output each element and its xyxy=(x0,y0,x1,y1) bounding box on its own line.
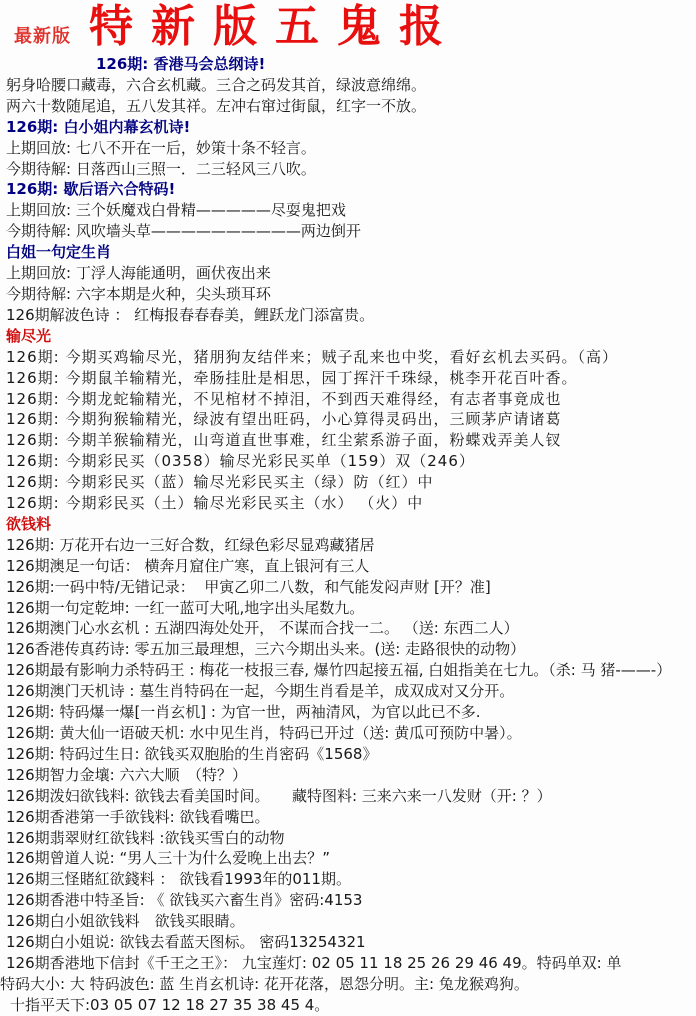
text-line: 上期回放: 三个妖魔戏白骨精—————尽耍鬼把戏 xyxy=(6,201,346,220)
text-line: 输尽光 xyxy=(6,326,52,345)
text-line: 126期澳门天机诗 : 墓生肖特码在一起，今期生肖看是羊，成双成对又分开。 xyxy=(6,682,515,701)
masthead xyxy=(0,0,696,52)
text-line: 上期回放: 丁浮人海能通明，画伏夜出来 xyxy=(6,264,271,283)
text-line: 126期香港中特圣旨: 《 欲钱买六畜生肖》密码:4153 xyxy=(6,891,363,910)
text-line: 126期曾道人说: “男人三十为什么爱晚上出去？” xyxy=(6,849,330,868)
text-line: 126期: 今期彩民买（蓝）输尽光彩民买主（绿）防（红）中 xyxy=(6,473,434,492)
text-line: 126期: 今期彩民买（土）输尽光彩民买主（水） （火）中 xyxy=(6,494,424,513)
text-line: 126期三怪賭紅欲錢料 ： 欲钱看1993年的011期。 xyxy=(6,870,351,889)
text-line: 126期一句定乾坤: 一红一蓝可大吼,地字出头尾数九。 xyxy=(6,598,365,617)
text-line: 特码大小: 大 特码波色: 蓝 生肖玄机诗: 花开花落，恩怨分明。主: 兔龙猴鸡狗。 xyxy=(0,974,529,993)
latest-edition-badge: 最新版 xyxy=(14,26,71,47)
text-line: 126期: 特码爆一爆[一肖玄机] : 为官一世，两袖清风，为官以此已不多. xyxy=(6,703,481,722)
text-line: 126期: 今期买鸡输尽光，猪朋狗友结伴来；贼子乱来也中奖，看好玄机去买码。（高） xyxy=(6,347,618,366)
text-line: 126期: 今期彩民买（0358）输尽光彩民买单（159）双（246） xyxy=(6,452,475,471)
text-line: 126期白小姐说: 欲钱去看蓝天图标。 密码13254321 xyxy=(6,933,366,952)
text-line: 126期解波色诗 ： 红梅报春春春美，鲤跃龙门添富贵。 xyxy=(6,305,375,324)
text-line: 126期: 歇后语六合特码! xyxy=(6,180,176,199)
text-line: 126期: 今期狗猴输精光，绿波有望出旺码，小心算得灵码出，三顾茅庐请诸葛 xyxy=(6,410,562,429)
text-line: 两六十数随尾追，五八发其祥。左冲右窜过街鼠，红字一不放。 xyxy=(6,96,427,115)
text-line: 今期待解: 日落西山三照一．二三轻风三八吹。 xyxy=(6,159,316,178)
text-line: 十指平天下:03 05 07 12 18 27 35 38 45 4。 xyxy=(10,995,330,1014)
text-line: 126期: 特码过生日: 欲钱买双胞胎的生肖密码《1568》 xyxy=(6,744,378,763)
text-line: 126期香港第一手欲钱料: 欲钱看嘴巴。 xyxy=(6,807,270,826)
text-line: 126期白小姐欲钱料 欲钱买眼睛。 xyxy=(6,912,245,931)
page-title: 特新版五鬼报 xyxy=(89,1,461,52)
text-line: 126期泼妇欲钱料: 欲钱去看美国时间。 藏特图料: 三来六来一八发财（开: ？） xyxy=(6,786,552,805)
text-line: 今期待解: 风吹墙头草——————————两边倒开 xyxy=(6,222,361,241)
text-line: 欲钱料 xyxy=(6,514,52,533)
text-line: 126期: 香港马会总纲诗! xyxy=(96,55,266,73)
text-line: 126期翡翠财红欲钱料 :欲钱买雪白的动物 xyxy=(6,828,285,847)
text-line: 126期最有影响力杀特码王 : 梅花一枝报三春, 爆竹四起接五福, 白姐指美在七九。（杀: 马 猪-——-） xyxy=(6,661,672,680)
text-line: 躬身哈腰口藏毒，六合玄机藏。三合之码发其首，绿波意绵绵。 xyxy=(6,75,427,94)
text-line: 126期:一码中特/无错记录： 甲寅乙卯二八数，和气能发闷声财 [开？准] xyxy=(6,577,491,596)
text-line: 白姐一句定生肖 xyxy=(6,243,112,262)
text-line: 126期: 今期羊猴输精光，山弯道直世事难，红尘萦系游子面，粉蝶戏弄美人钗 xyxy=(6,431,562,450)
content-lines xyxy=(0,52,696,1016)
text-line: 126期澳足一句话： 横奔月窟住广寒，直上银河有三人 xyxy=(6,556,370,575)
text-line: 126期: 今期龙蛇输精光，不见棺材不掉泪，不到西天难得经，有志者事竟成也 xyxy=(6,389,562,408)
text-line: 126期: 万花开右边一三好合数，红绿色彩尽显鸡藏猪居 xyxy=(6,535,375,554)
text-line: 126期: 白小姐内幕玄机诗! xyxy=(6,117,191,136)
text-line: 126期智力金壤: 六六大顺 （特？） xyxy=(6,765,247,784)
text-line: 今期待解: 六字本期是火种，尖头琐耳环 xyxy=(6,284,271,303)
text-line: 126期: 今期鼠羊输精光，牵肠挂肚是相思，园丁挥汗千珠绿，桃李开花百叶香。 xyxy=(6,368,578,387)
text-line: 126期: 黄大仙一语破天机: 水中见生肖，特码已开过（送: 黄瓜可预防中暑）。 xyxy=(6,724,522,742)
text-line: 上期回放: 七八不开在一后，妙策十条不轻言。 xyxy=(6,138,316,157)
text-line: 126期澳门心水玄机 : 五湖四海处处开， 不谋而合找一二。 （送: 东西二人） xyxy=(6,619,519,638)
text-line: 126香港传真药诗: 零五加三最理想，三六今期出头来。(送: 走路很快的动物） xyxy=(6,640,526,659)
text-line: 126期香港地下信封《千王之王》： 九宝莲灯: 02 05 11 18 25 26 29 46 49。特码单双: 单 xyxy=(6,953,622,972)
